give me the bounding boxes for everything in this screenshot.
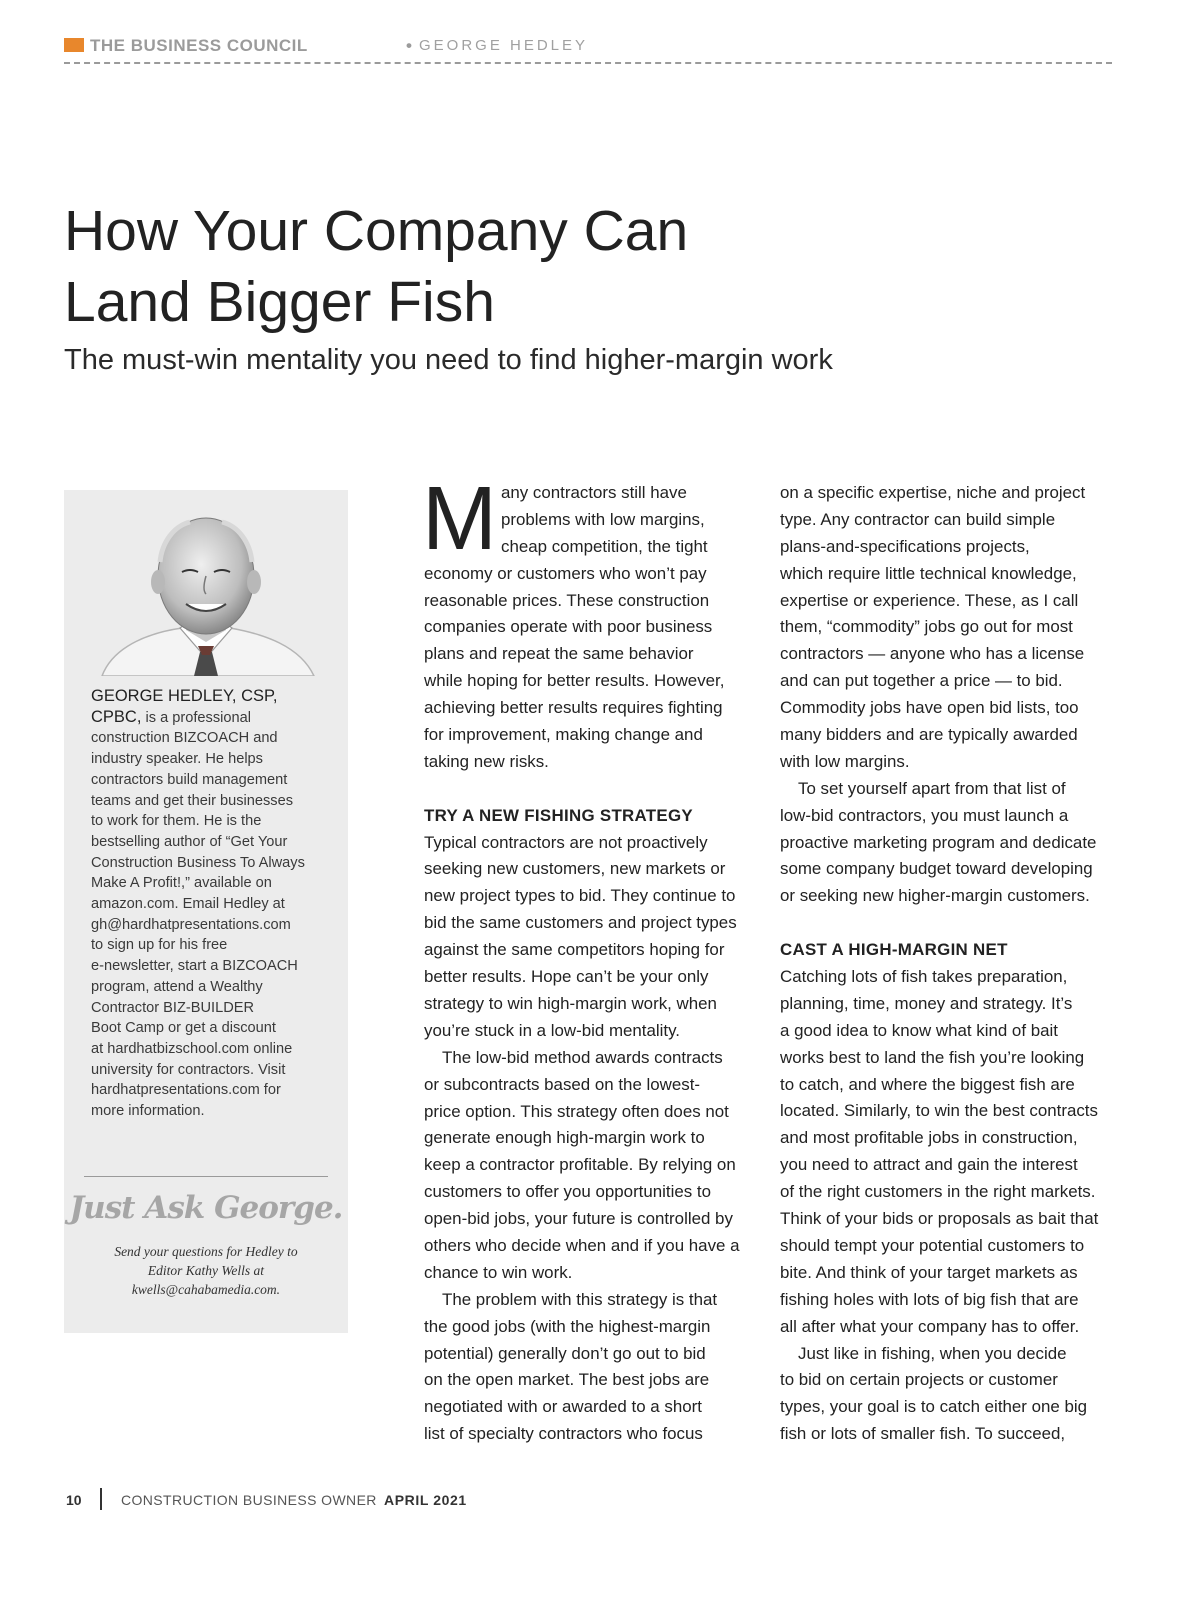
body-line: while hoping for better results. However, — [424, 671, 725, 691]
bio-line: Make A Profit!,” available on — [91, 875, 272, 892]
body-line: potential) generally don’t go out to bid — [424, 1343, 706, 1363]
ask-george-heading: Just Ask George. — [69, 1190, 343, 1226]
bio-line: Construction Business To Always — [91, 854, 305, 871]
section-heading-high-margin-net: CAST A HIGH-MARGIN NET — [780, 940, 1008, 960]
body-line: low-bid contractors, you must launch a — [780, 805, 1069, 825]
body-line: new project types to bid. They continue to — [424, 886, 736, 906]
body-line: Typical contractors are not proactively — [424, 832, 708, 852]
body-line: types, your goal is to catch either one big — [780, 1397, 1088, 1417]
body-line: Commodity jobs have open bid lists, too — [780, 698, 1079, 718]
body-line: you’re stuck in a low-bid mentality. — [424, 1020, 680, 1040]
body-line: better results. Hope can’t be your only — [424, 967, 709, 987]
body-line: fish or lots of smaller fish. To succeed, — [780, 1424, 1066, 1444]
ask-george-note — [64, 1242, 348, 1299]
body-line: The low-bid method awards contracts — [442, 1047, 723, 1067]
body-line: type. Any contractor can build simple — [780, 509, 1056, 529]
body-line: list of specialty contractors who focus — [424, 1424, 703, 1444]
body-line: strategy to win high-margin work, when — [424, 993, 717, 1013]
article-title — [64, 196, 964, 338]
body-line: to bid on certain projects or customer — [780, 1370, 1058, 1390]
body-line: and can put together a price — to bid. — [780, 671, 1063, 691]
bio-line: Boot Camp or get a discount — [91, 1020, 276, 1037]
bio-line: at hardhatbizschool.com online — [91, 1040, 293, 1057]
author-portrait — [94, 512, 318, 676]
bio-name-line-1: GEORGE HEDLEY, CSP, — [91, 687, 278, 705]
body-line: against the same competitors hoping for — [424, 940, 725, 960]
body-line: works best to land the fish you’re looking — [780, 1047, 1085, 1067]
body-line: seeking new customers, new markets or — [424, 859, 726, 879]
header-author: GEORGE HEDLEY — [419, 37, 589, 54]
body-line: which require little technical knowledge, — [780, 563, 1077, 583]
body-line: on the open market. The best jobs are — [424, 1370, 710, 1390]
body-line: Catching lots of fish takes preparation, — [780, 967, 1068, 987]
body-line: generate enough high-margin work to — [424, 1128, 705, 1148]
body-line: negotiated with or awarded to a short — [424, 1397, 702, 1417]
body-line: fishing holes with lots of big fish that are — [780, 1289, 1079, 1309]
body-line: with low margins. — [780, 751, 910, 771]
bio-line: to work for them. He is the — [91, 813, 262, 830]
body-line: all after what your company has to offer. — [780, 1316, 1080, 1336]
body-line: or subcontracts based on the lowest- — [424, 1074, 701, 1094]
body-column-1 — [422, 469, 764, 1448]
bio-line: university for contractors. Visit — [91, 1061, 286, 1078]
bio-name-line-2: CPBC, — [91, 707, 142, 726]
body-line: planning, time, money and strategy. It’s — [780, 993, 1073, 1013]
bio-line: amazon.com. Email Hedley at — [91, 896, 285, 913]
article-subtitle: The must-win mentality you need to find higher-margin work — [64, 344, 833, 376]
body-line: chance to win work. — [424, 1262, 573, 1282]
ask-note-line: Editor Kathy Wells at — [147, 1263, 265, 1278]
body-line: plans-and-specifications projects, — [780, 536, 1030, 556]
drop-cap: M — [422, 469, 497, 569]
body-line: them, “commodity” jobs go out for most — [780, 617, 1073, 637]
body-line: problems with low margins, — [501, 509, 705, 529]
sidebar-divider — [84, 1176, 328, 1177]
bio-email-line: gh@hardhatpresentations.com — [91, 916, 291, 933]
body-line: Just like in fishing, when you decide — [798, 1343, 1067, 1363]
bio-line: program, attend a Wealthy — [91, 978, 263, 995]
bio-line: more information. — [91, 1103, 205, 1120]
page-number: 10 — [66, 1492, 82, 1508]
body-line: on a specific expertise, niche and project — [780, 483, 1086, 502]
bio-line — [91, 707, 327, 729]
title-line-1: How Your Company Can — [64, 199, 689, 263]
paragraph-gap — [424, 776, 764, 803]
bio-line: to sign up for his free — [91, 937, 228, 954]
bio-line: hardhatpresentations.com for — [91, 1082, 281, 1099]
body-line: reasonable prices. These construction — [424, 590, 710, 610]
body-line: a good idea to know what kind of bait — [780, 1020, 1058, 1040]
bio-line: e-newsletter, start a BIZCOACH — [91, 958, 298, 975]
page-footer — [64, 1488, 664, 1512]
body-line: the good jobs (with the highest-margin — [424, 1316, 711, 1336]
body-line: located. Similarly, to win the best contracts — [780, 1101, 1098, 1121]
body-line: and most profitable jobs in construction, — [780, 1128, 1078, 1148]
body-line: of the right customers in the right markets. — [780, 1182, 1096, 1202]
bio-line: teams and get their businesses — [91, 792, 293, 809]
body-line: bite. And think of your target markets as — [780, 1262, 1078, 1282]
ask-note-line: Send your questions for Hedley to — [114, 1244, 298, 1259]
body-line: open-bid jobs, your future is controlled by — [424, 1209, 733, 1229]
body-line: economy or customers who won’t pay — [424, 563, 707, 583]
author-bio — [91, 686, 327, 1122]
body-line: The problem with this strategy is that — [442, 1289, 718, 1309]
body-line: any contractors still have — [501, 483, 687, 502]
body-line: others who decide when and if you have a — [424, 1235, 740, 1255]
opening-paragraph-start — [422, 469, 764, 569]
section-name: THE BUSINESS COUNCIL — [90, 36, 308, 55]
body-line: proactive marketing program and dedicate — [780, 832, 1097, 852]
footer-divider — [100, 1488, 102, 1510]
body-line: achieving better results requires fighting — [424, 698, 723, 718]
body-line: you need to attract and gain the interest — [780, 1155, 1078, 1175]
bio-line: construction BIZCOACH and — [91, 730, 278, 747]
body-line: To set yourself apart from that list of — [798, 778, 1066, 798]
section-marker-square — [64, 38, 84, 52]
body-line: keep a contractor profitable. By relying on — [424, 1155, 736, 1175]
paragraph-gap — [780, 910, 1125, 937]
header-separator: • — [406, 36, 412, 55]
bio-text: is a professional — [141, 709, 251, 726]
running-header — [64, 36, 1112, 64]
body-line: customers to offer you opportunities to — [424, 1182, 711, 1202]
body-line: contractors — anyone who has a license — [780, 644, 1085, 664]
body-line: to catch, and where the biggest fish are — [780, 1074, 1075, 1094]
publication-name: CONSTRUCTION BUSINESS OWNER — [121, 1492, 377, 1508]
bio-line: industry speaker. He helps — [91, 751, 263, 768]
body-line: expertise or experience. These, as I call — [780, 590, 1079, 610]
body-column-2 — [780, 480, 1125, 1448]
body-line: bid the same customers and project types — [424, 913, 737, 933]
title-line-2: Land Bigger Fish — [64, 270, 495, 334]
body-line: for improvement, making change and — [424, 725, 703, 745]
body-line: price option. This strategy often does not — [424, 1101, 729, 1121]
body-line: some company budget toward developing — [780, 859, 1093, 879]
body-line: or seeking new higher-margin customers. — [780, 886, 1090, 906]
body-line: Think of your bids or proposals as bait that — [780, 1209, 1099, 1229]
body-line: taking new risks. — [424, 751, 549, 771]
drop-cap-lines — [501, 480, 708, 561]
body-line: many bidders and are typically awarded — [780, 725, 1078, 745]
section-heading-fishing-strategy: TRY A NEW FISHING STRATEGY — [424, 805, 693, 825]
body-line: should tempt your potential customers to — [780, 1235, 1085, 1255]
ask-note-email: kwells@cahabamedia.com. — [131, 1282, 281, 1297]
bio-line: Contractor BIZ-BUILDER — [91, 999, 255, 1016]
author-sidebar — [64, 490, 348, 1333]
bio-line: bestselling author of “Get Your — [91, 833, 288, 850]
body-line: companies operate with poor business — [424, 617, 713, 637]
issue-date: APRIL 2021 — [384, 1492, 467, 1508]
bio-line: contractors build management — [91, 771, 288, 788]
body-line: plans and repeat the same behavior — [424, 644, 694, 664]
body-line: cheap competition, the tight — [501, 536, 708, 556]
